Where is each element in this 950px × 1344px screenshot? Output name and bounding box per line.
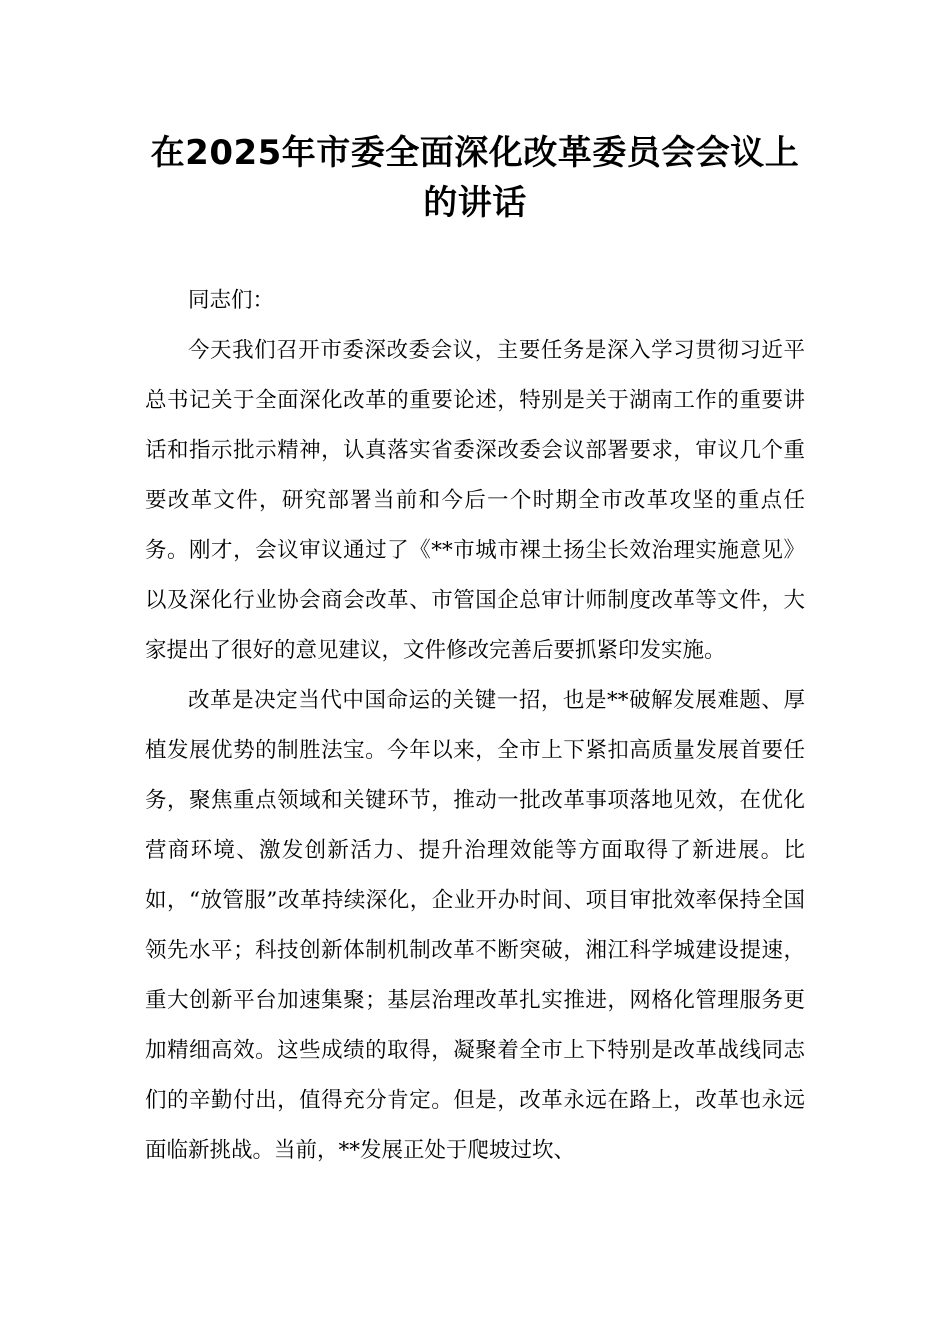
title-line-1: 在2025年市委全面深化改革委员会会议上 xyxy=(150,133,800,173)
document-body xyxy=(145,276,805,1176)
document-title xyxy=(130,128,820,228)
paragraph-2: 改革是决定当代中国命运的关键一招，也是**破解发展难题、厚植发展优势的制胜法宝。今年以来，全市上下紧扣高质量发展首要任务，聚焦重点领域和关键环节，推动一批改革事项落地见效，在优化营商环境、激发创新活力、提升治理效能等方面取得了新进展。比如，“放管服”改革持续深化，企业开办时间、项目审批效率保持全国领先水平；科技创新体制机制改革不断突破，湘江科学城建设提速，重大创新平台加速集聚；基层治理改革扎实推进，网格化管理服务更加精细高效。这些成绩的取得，凝聚着全市上下特别是改革战线同志们的辛勤付出，值得充分肯定。但是，改革永远在路上，改革也永远面临新挑战。当前，**发展正处于爬坡过坎、 xyxy=(145,688,805,1163)
paragraph-1: 今天我们召开市委深改委会议，主要任务是深入学习贯彻习近平总书记关于全面深化改革的重要论述，特别是关于湖南工作的重要讲话和指示批示精神，认真落实省委深改委会议部署要求，审议几个重要改革文件，研究部署当前和今后一个时期全市改革攻坚的重点任务。刚才，会议审议通过了《**市城市裸土扬尘长效治理实施意见》以及深化行业协会商会改革、市管国企总审计师制度改革等文件，大家提出了很好的意见建议，文件修改完善后要抓紧印发实施。 xyxy=(145,338,805,663)
salutation: 同志们： xyxy=(188,288,275,313)
title-line-2: 的讲话 xyxy=(423,183,527,223)
